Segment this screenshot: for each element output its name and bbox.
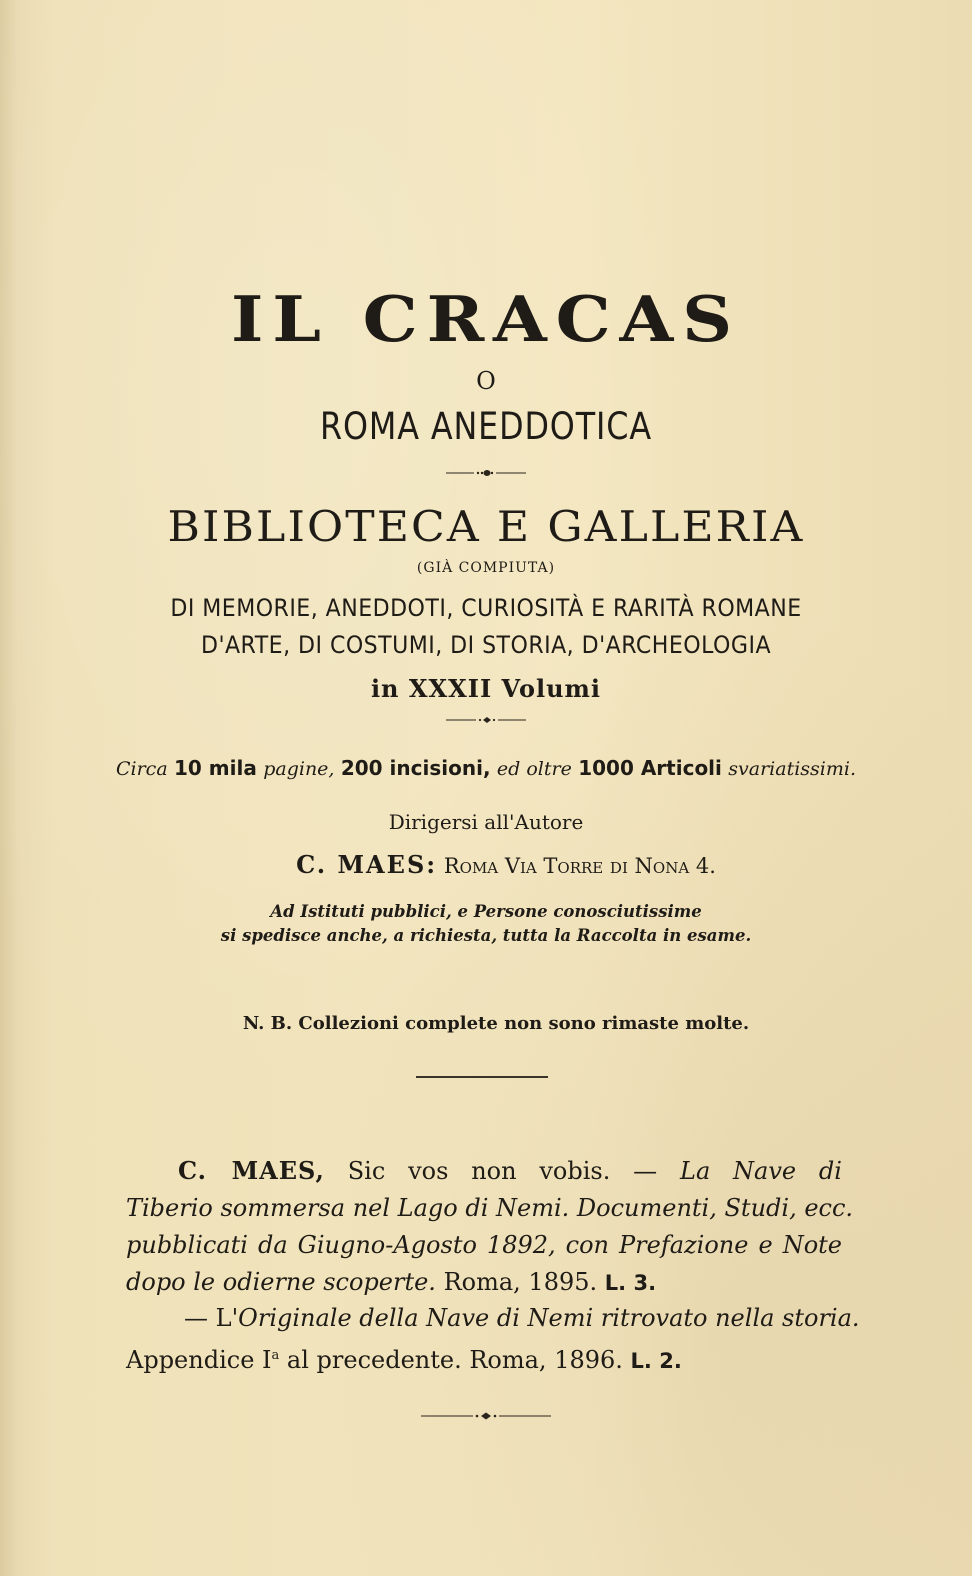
description-line-2: D'ARTE, DI COSTUMI, DI STORIA, D'ARCHEOLOGIA bbox=[200, 631, 772, 659]
entry2-superscript: a bbox=[271, 1348, 280, 1363]
entry2-text-1: — L' bbox=[184, 1304, 239, 1332]
ornament-divider-middle bbox=[444, 715, 528, 725]
entry2-line-2 bbox=[126, 1337, 842, 1380]
entry1-line-2: Tiberio sommersa nel Lago di Nemi. Documenti, Studi, ecc. bbox=[126, 1194, 854, 1222]
stats-various: svariatissimi. bbox=[728, 758, 856, 780]
conjunction: O bbox=[476, 367, 496, 395]
stats-line bbox=[0, 756, 972, 780]
entry2-text-2a: Appendice I bbox=[126, 1346, 272, 1374]
entry2-price: L. 2. bbox=[630, 1349, 682, 1373]
shipping-line-2: si spedisce anche, a richiesta, tutta la Raccolta in esame. bbox=[220, 926, 752, 945]
stats-pages-count: 10 mila bbox=[174, 756, 257, 780]
horizontal-rule bbox=[416, 1076, 548, 1078]
entry1-italic-4: dopo le odierne scoperte. bbox=[126, 1268, 436, 1296]
entry2-italic-1: Originale della Nave di Nemi ritrovato nella storia. bbox=[238, 1304, 860, 1332]
entry1-italic-1: La Nave di bbox=[680, 1157, 842, 1185]
entry2-line-1 bbox=[126, 1300, 860, 1337]
heading: BIBLIOTECA E GALLERIA bbox=[167, 502, 805, 551]
contact-author: C. MAES: bbox=[296, 850, 438, 879]
entry1-text-1: Sic vos non vobis. — bbox=[347, 1157, 658, 1185]
entry2-text-2b: al precedente. Roma, 1896. bbox=[286, 1346, 623, 1374]
stats-engravings: 200 incisioni, bbox=[340, 756, 491, 780]
main-title: IL CRACAS bbox=[231, 282, 741, 356]
entry-nave-di-tiberio bbox=[126, 1152, 854, 1302]
entry1-author: C. MAES, bbox=[178, 1156, 325, 1185]
entry1-text-4: Roma, 1895. bbox=[443, 1268, 598, 1296]
shipping-line-1: Ad Istituti pubblici, e Persone conosciutissime bbox=[270, 902, 702, 921]
stats-circa: Circa bbox=[115, 758, 168, 780]
contact-address: Roma Via Torre di Nona 4. bbox=[443, 854, 716, 878]
ornament-divider-top bbox=[444, 468, 528, 478]
volumes-count: in XXXII Volumi bbox=[370, 674, 602, 703]
completed-note: (GIÀ COMPIUTA) bbox=[416, 560, 556, 576]
contact-line bbox=[20, 850, 972, 879]
stats-and-over: ed oltre bbox=[496, 758, 572, 780]
stats-articles: 1000 Articoli bbox=[578, 756, 722, 780]
stats-pages-word: pagine, bbox=[263, 758, 335, 780]
subtitle: ROMA ANEDDOTICA bbox=[320, 405, 652, 448]
ornament-divider-bottom bbox=[419, 1410, 553, 1422]
entry1-line-1 bbox=[126, 1152, 842, 1190]
nota-bene: N. B. Collezioni complete non sono rimaste molte. bbox=[242, 1013, 750, 1034]
entry-originale-nave bbox=[126, 1300, 860, 1380]
description-line-1: DI MEMORIE, ANEDDOTI, CURIOSITÀ E RARITÀ ROMANE bbox=[170, 594, 802, 622]
contact-intro: Dirigersi all'Autore bbox=[388, 810, 584, 834]
entry1-price: L. 3. bbox=[604, 1271, 657, 1295]
entry1-line-3: pubblicati da Giugno-Agosto 1892, con Prefazione e Note bbox=[126, 1231, 842, 1259]
entry1-line-4 bbox=[126, 1264, 842, 1302]
